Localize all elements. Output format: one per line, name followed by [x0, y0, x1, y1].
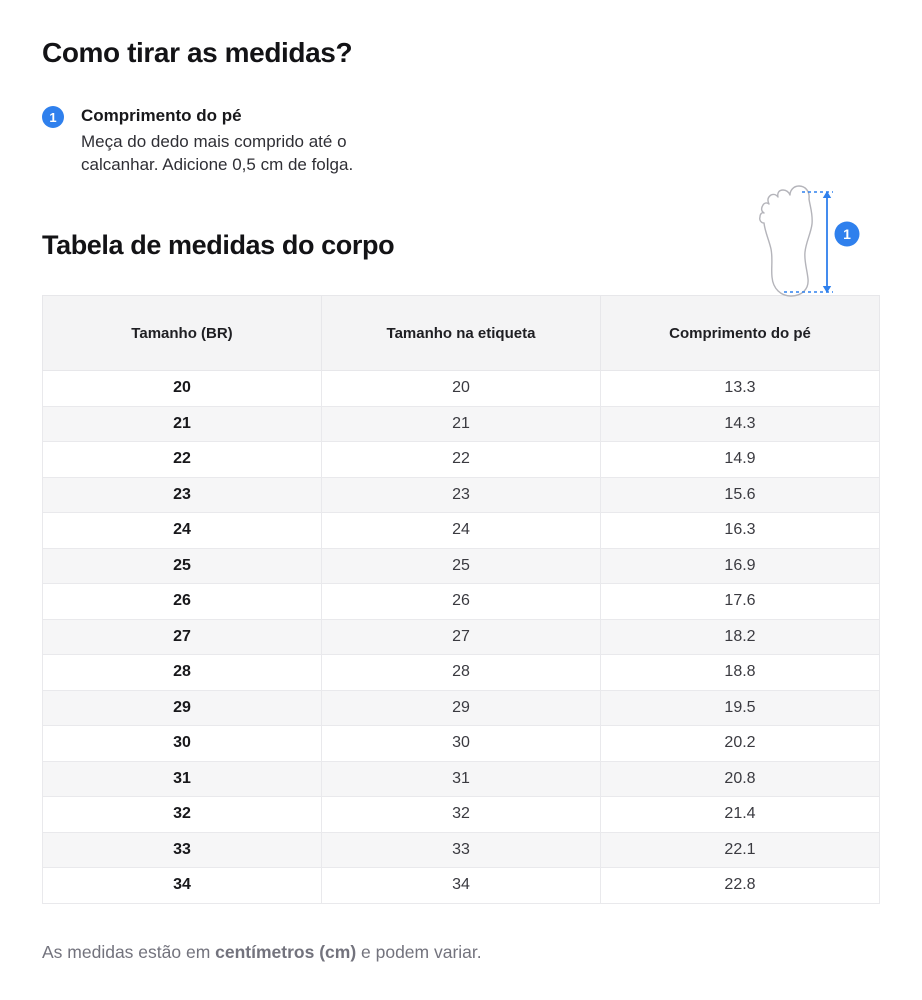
table-row — [43, 726, 880, 762]
cell-foot-length: 21.4 — [601, 797, 880, 833]
cell-size-br: 26 — [43, 584, 322, 620]
cell-foot-length: 22.1 — [601, 832, 880, 868]
cell-size-br: 27 — [43, 619, 322, 655]
cell-foot-length: 20.8 — [601, 761, 880, 797]
cell-size-br: 21 — [43, 406, 322, 442]
cell-size-label: 25 — [322, 548, 601, 584]
cell-size-label: 20 — [322, 371, 601, 407]
cell-size-br: 31 — [43, 761, 322, 797]
measurement-instructions — [42, 104, 880, 242]
cell-size-br: 29 — [43, 690, 322, 726]
cell-size-br: 28 — [43, 655, 322, 691]
table-row — [43, 477, 880, 513]
col-header-size-br: Tamanho (BR) — [43, 296, 322, 371]
table-row — [43, 655, 880, 691]
table-row — [43, 690, 880, 726]
cell-size-label: 24 — [322, 513, 601, 549]
diagram-step-number: 1 — [843, 226, 851, 242]
page-title: Como tirar as medidas? — [42, 37, 353, 68]
section-title: Tabela de medidas do corpo — [42, 230, 395, 260]
cell-foot-length: 13.3 — [601, 371, 880, 407]
table-row — [43, 868, 880, 904]
size-table — [42, 295, 880, 904]
cell-size-br: 33 — [43, 832, 322, 868]
cell-size-label: 33 — [322, 832, 601, 868]
cell-size-label: 26 — [322, 584, 601, 620]
cell-size-label: 27 — [322, 619, 601, 655]
measurement-arrow-icon — [823, 191, 831, 293]
cell-size-label: 22 — [322, 442, 601, 478]
instruction-text — [81, 104, 393, 176]
step-number-badge: 1 — [42, 106, 64, 128]
table-row — [43, 584, 880, 620]
table-row — [43, 442, 880, 478]
foot-outline-icon — [760, 186, 812, 296]
cell-size-label: 21 — [322, 406, 601, 442]
cell-foot-length: 20.2 — [601, 726, 880, 762]
cell-size-br: 34 — [43, 868, 322, 904]
table-row — [43, 513, 880, 549]
cell-size-label: 23 — [322, 477, 601, 513]
header-row — [43, 296, 880, 371]
cell-size-label: 34 — [322, 868, 601, 904]
note-suffix: e podem variar. — [356, 941, 482, 962]
cell-size-br: 32 — [43, 797, 322, 833]
cell-foot-length: 16.3 — [601, 513, 880, 549]
col-header-size-label: Tamanho na etiqueta — [322, 296, 601, 371]
table-row — [43, 406, 880, 442]
size-table-head — [43, 296, 880, 371]
table-row — [43, 371, 880, 407]
table-row — [43, 761, 880, 797]
col-header-foot-length: Comprimento do pé — [601, 296, 880, 371]
cell-foot-length: 16.9 — [601, 548, 880, 584]
measurement-note — [42, 940, 880, 964]
cell-foot-length: 18.2 — [601, 619, 880, 655]
instruction-title: Comprimento do pé — [81, 106, 242, 125]
cell-size-label: 30 — [322, 726, 601, 762]
cell-foot-length: 15.6 — [601, 477, 880, 513]
cell-size-label: 31 — [322, 761, 601, 797]
instruction-item — [42, 104, 880, 176]
cell-foot-length: 18.8 — [601, 655, 880, 691]
cell-foot-length: 22.8 — [601, 868, 880, 904]
cell-foot-length: 17.6 — [601, 584, 880, 620]
note-units: centímetros (cm) — [215, 941, 357, 962]
cell-foot-length: 14.3 — [601, 406, 880, 442]
cell-size-label: 32 — [322, 797, 601, 833]
cell-size-br: 24 — [43, 513, 322, 549]
cell-size-label: 29 — [322, 690, 601, 726]
table-row — [43, 548, 880, 584]
cell-size-label: 28 — [322, 655, 601, 691]
cell-size-br: 30 — [43, 726, 322, 762]
table-row — [43, 832, 880, 868]
table-row — [43, 619, 880, 655]
diagram-step-badge — [835, 222, 860, 247]
cell-size-br: 25 — [43, 548, 322, 584]
table-row — [43, 797, 880, 833]
size-table-body — [43, 371, 880, 904]
instruction-description: Meça do dedo mais comprido até o calcanhar. Adicione 0,5 cm de folga. — [81, 132, 354, 174]
cell-foot-length: 19.5 — [601, 690, 880, 726]
cell-foot-length: 14.9 — [601, 442, 880, 478]
cell-size-br: 23 — [43, 477, 322, 513]
foot-measurement-diagram — [756, 182, 868, 306]
cell-size-br: 22 — [43, 442, 322, 478]
cell-size-br: 20 — [43, 371, 322, 407]
note-prefix: As medidas estão em — [42, 941, 216, 962]
